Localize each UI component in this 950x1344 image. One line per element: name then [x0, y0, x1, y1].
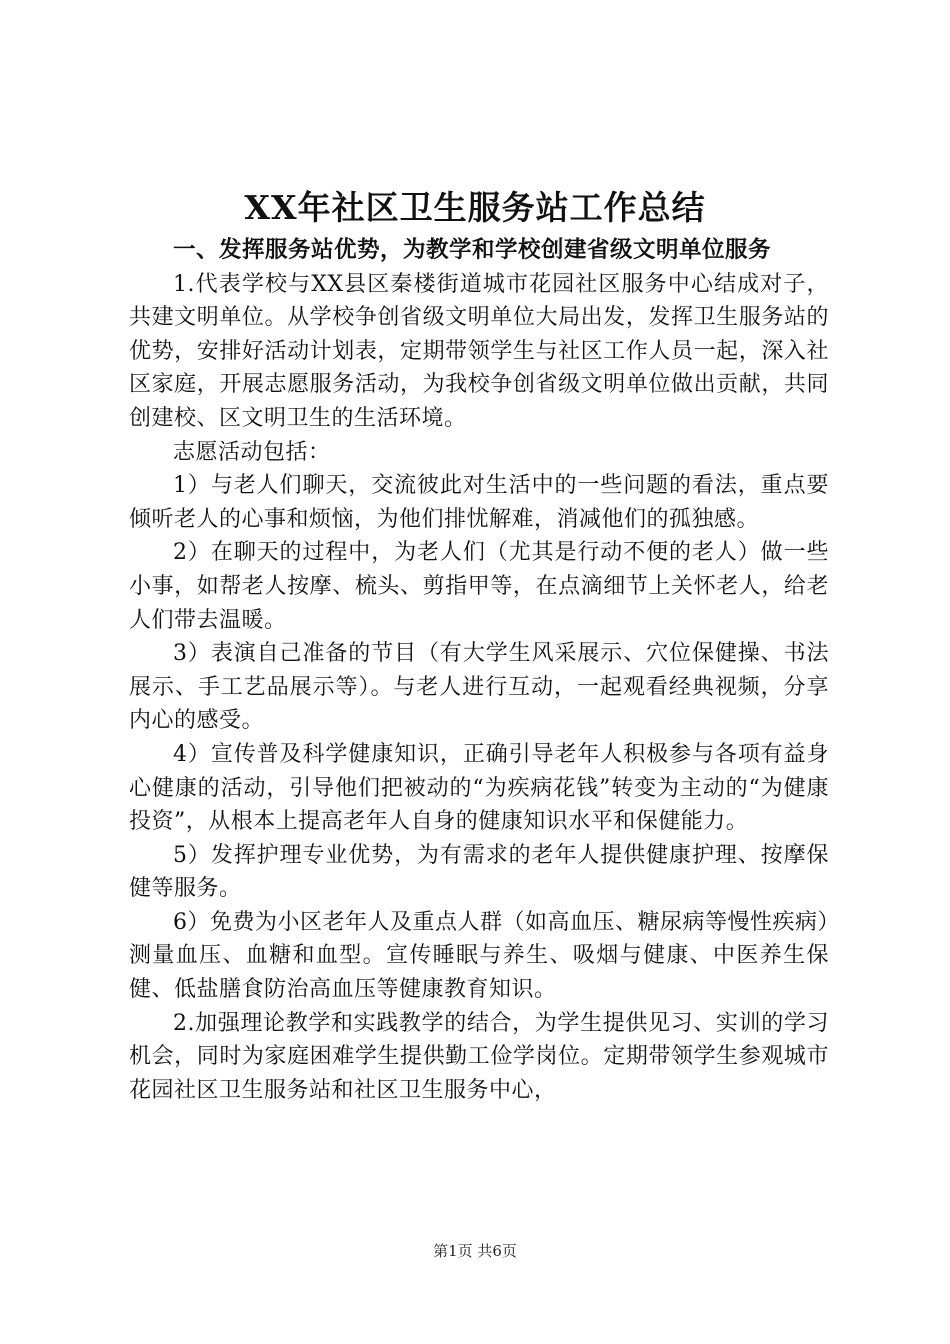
paragraph-activity-2: 2）在聊天的过程中，为老人们（尤其是行动不便的老人）做一些小事，如帮老人按摩、梳头、剪指甲等，在点滴细节上关怀老人，给老人们带去温暖。 — [129, 540, 829, 633]
page-number-footer: 第1页 共6页 — [433, 1242, 517, 1260]
paragraph-item-1: 1.代表学校与XX县区秦楼街道城市花园社区服务中心结成对子，共建文明单位。从学校争创省级文明单位大局出发，发挥卫生服务站的优势，安排好活动计划表，定期带领学生与社区工作人员一起，深入社区家庭，开展志愿服务活动，为我校争创省级文明单位做出贡献，共同创建校、区文明卫生的生活环境。 — [129, 271, 829, 431]
paragraph-activities-intro: 志愿活动包括： — [173, 439, 331, 465]
paragraph-activity-5: 5）发挥护理专业优势，为有需求的老年人提供健康护理、按摩保健等服务。 — [129, 842, 829, 902]
document-title: XX年社区卫生服务站工作总结 — [244, 188, 706, 227]
paragraph-activity-6: 6）免费为小区老年人及重点人群（如高血压、糖尿病等慢性疾病）测量血压、血糖和血型。宣传睡眠与养生、吸烟与健康、中医养生保健、低盐膳食防治高血压等健康教育知识。 — [129, 909, 829, 1003]
section-heading: 一、发挥服务站优势，为教学和学校创建省级文明单位服务 — [173, 237, 772, 263]
paragraph-activity-3: 3）表演自己准备的节目（有大学生风采展示、穴位保健操、书法展示、手工艺品展示等）。与老人进行互动，一起观看经典视频，分享内心的感受。 — [129, 641, 829, 734]
paragraph-activity-4: 4）宣传普及科学健康知识，正确引导老年人积极参与各项有益身心健康的活动，引导他们把被动的“为疾病花钱”转变为主动的“为健康投资”，从根本上提高老年人自身的健康知识水平和保健能力。 — [129, 741, 829, 835]
document-body — [129, 234, 829, 1107]
paragraph-activity-1: 1）与老人们聊天，交流彼此对生活中的一些问题的看法，重点要倾听老人的心事和烦恼，为他们排忧解难，消减他们的孤独感。 — [129, 473, 829, 532]
paragraph-item-2: 2.加强理论教学和实践教学的结合，为学生提供见习、实训的学习机会，同时为家庭困难学生提供勤工俭学岗位。定期带领学生参观城市花园社区卫生服务站和社区卫生服务中心， — [129, 1010, 829, 1103]
